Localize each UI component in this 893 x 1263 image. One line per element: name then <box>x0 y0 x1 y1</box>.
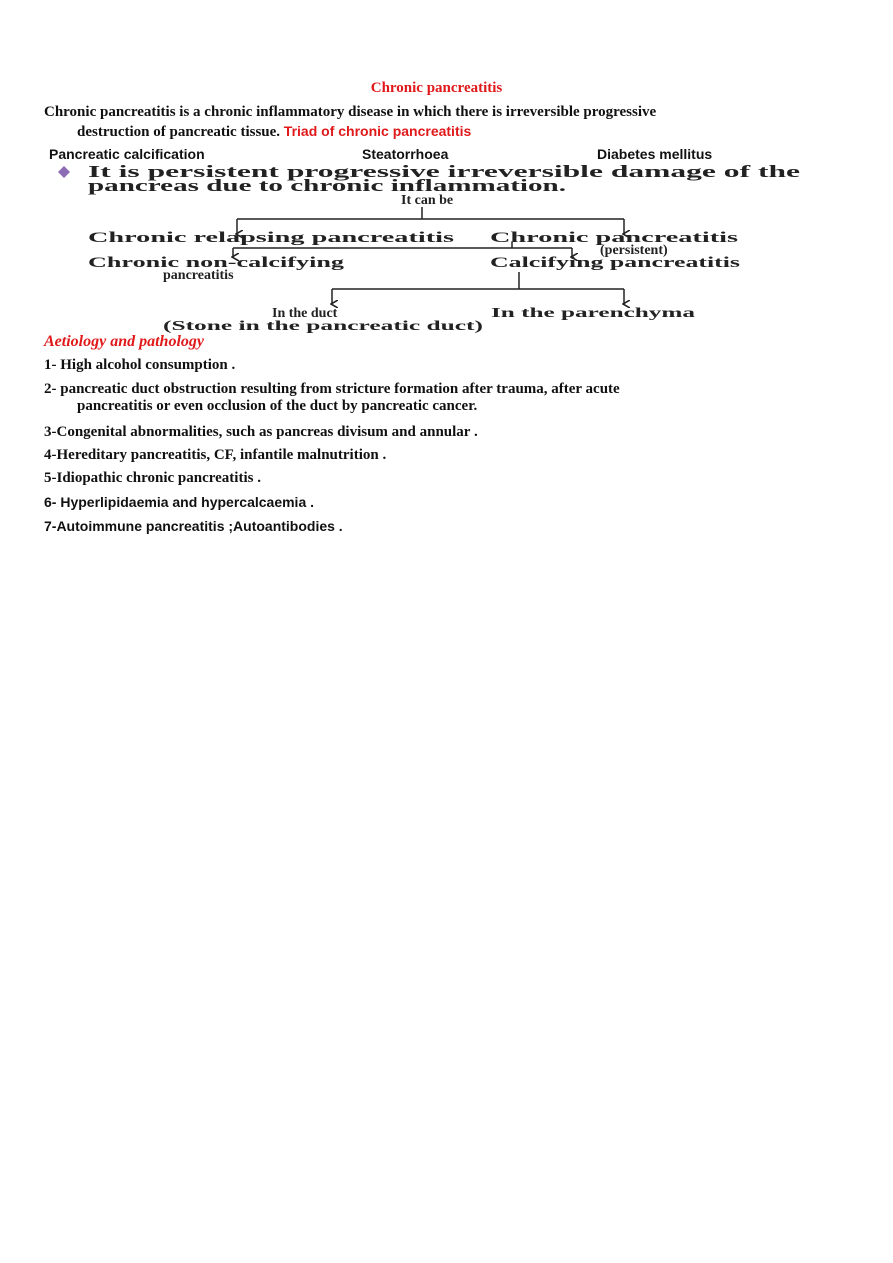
diagram-non-calcifying-1: Chronic non-calcifying <box>88 255 345 271</box>
aetiology-item-4: 4-Hereditary pancreatitis, CF, infantile malnutrition . <box>44 447 387 463</box>
aetiology-item-2 <box>44 381 620 415</box>
triad-label: Triad of chronic pancreatitis <box>283 123 472 139</box>
classification-diagram <box>50 162 820 337</box>
intro-line-2-text: destruction of pancreatic tissue. <box>77 124 281 140</box>
aetiology-item-7: 7-Autoimmune pancreatitis ;Autoantibodies . <box>44 518 343 534</box>
aetiology-item-2-line-1: 2- pancreatic duct obstruction resulting from stricture formation after trauma, after acute <box>44 381 620 397</box>
aetiology-item-6: 6- Hyperlipidaemia and hypercalcaemia . <box>44 494 315 510</box>
triad-item-diabetes: Diabetes mellitus <box>597 146 713 162</box>
aetiology-heading: Aetiology and pathology <box>44 333 204 350</box>
diagram-it-can-be: It can be <box>401 193 454 208</box>
diagram-calcifying: Calcifying pancreatitis <box>490 255 741 271</box>
intro-paragraph <box>44 103 656 142</box>
bullet-diamond-icon <box>58 166 70 178</box>
aetiology-item-5: 5-Idiopathic chronic pancreatitis . <box>44 470 261 486</box>
diagram-in-parenchyma: In the parenchyma <box>491 306 695 321</box>
diagram-non-calcifying-2: pancreatitis <box>163 268 234 283</box>
diagram-line-1: It is persistent progressive irreversible damage of the <box>88 162 801 181</box>
diagram-in-duct-sub: (Stone in the pancreatic duct) <box>163 319 484 334</box>
diagram-line-2: pancreas due to chronic inflammation. <box>88 176 566 195</box>
triad-item-calcification: Pancreatic calcification <box>49 146 205 162</box>
intro-line-1: Chronic pancreatitis is a chronic inflammatory disease in which there is irreversible progressive <box>44 104 657 120</box>
intro-line-2 <box>44 122 656 142</box>
page-title: Chronic pancreatitis <box>370 80 503 96</box>
diagram-persistent: Chronic pancreatitis <box>490 230 739 246</box>
aetiology-item-3: 3-Congenital abnormalities, such as pancreas divisum and annular . <box>44 424 478 440</box>
triad-item-steatorrhoea: Steatorrhoea <box>362 146 449 162</box>
diagram-persistent-sub: (persistent) <box>600 243 668 258</box>
aetiology-item-1: 1- High alcohol consumption . <box>44 357 236 373</box>
diagram-relapsing: Chronic relapsing pancreatitis <box>88 230 455 246</box>
aetiology-item-2-line-2: pancreatitis or even occlusion of the duct by pancreatic cancer. <box>77 398 478 414</box>
diagram-in-duct: In the duct <box>272 306 338 321</box>
